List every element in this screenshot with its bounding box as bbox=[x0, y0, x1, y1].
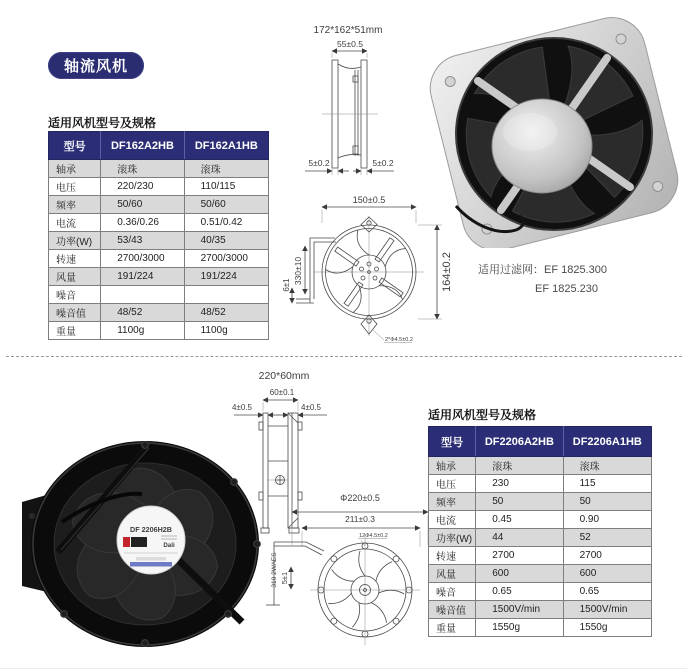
cell-label: 轴承 bbox=[429, 457, 476, 475]
cell-label: 转速 bbox=[49, 250, 101, 268]
dim-label: 4±0.5 bbox=[232, 403, 252, 412]
cell-value: 0.45 bbox=[476, 511, 563, 529]
dim-label: 55±0.5 bbox=[337, 39, 363, 49]
cell-label: 重量 bbox=[49, 322, 101, 340]
dim-label: 60±0.1 bbox=[269, 388, 295, 397]
black-fan-photo bbox=[18, 430, 270, 668]
table-row bbox=[429, 619, 652, 637]
cell-value: 0.90 bbox=[563, 511, 651, 529]
bottom-front-view-drawing bbox=[258, 485, 438, 665]
cell-value: 40/35 bbox=[184, 232, 268, 250]
cell-value: 50 bbox=[476, 493, 563, 511]
cell-value: 44 bbox=[476, 529, 563, 547]
dim-label: 211±0.3 bbox=[344, 514, 376, 524]
table-row bbox=[49, 322, 269, 340]
filter-note bbox=[478, 261, 607, 299]
cell-label: 风量 bbox=[429, 565, 476, 583]
table-header-row bbox=[429, 427, 652, 457]
brand-text: Dali bbox=[163, 542, 175, 549]
top-side-view-drawing bbox=[295, 22, 425, 176]
cell-value: 0.65 bbox=[563, 583, 651, 601]
cell-value: 48/52 bbox=[184, 304, 268, 322]
table-row bbox=[49, 268, 269, 286]
table-row bbox=[429, 511, 652, 529]
hole-note: 2*Φ4.5±0.2 bbox=[385, 337, 413, 343]
cell-label: 转速 bbox=[429, 547, 476, 565]
cell-value bbox=[101, 286, 184, 304]
filter-model: EF 1825.230 bbox=[535, 283, 598, 295]
table-row bbox=[429, 529, 652, 547]
table-row bbox=[429, 547, 652, 565]
col-model-label: 型号 bbox=[429, 427, 476, 457]
cell-value: 2700 bbox=[476, 547, 563, 565]
cell-label: 功率(W) bbox=[429, 529, 476, 547]
dim-label: 5±0.2 bbox=[372, 158, 394, 168]
fan-model-text: DF 2206H2B bbox=[130, 525, 172, 534]
table-row bbox=[429, 583, 652, 601]
cell-value: 0.65 bbox=[476, 583, 563, 601]
table-row bbox=[429, 493, 652, 511]
cell-label: 轴承 bbox=[49, 160, 101, 178]
col-model-1: DF2206A2HB bbox=[476, 427, 563, 457]
cell-value: 1500V/min bbox=[476, 601, 563, 619]
filter-model: EF 1825.300 bbox=[544, 264, 607, 276]
filter-note-label: 适用过滤网： bbox=[478, 264, 544, 276]
cell-label: 电压 bbox=[49, 178, 101, 196]
table-row bbox=[49, 160, 269, 178]
fan-blades-outline bbox=[325, 230, 409, 313]
section-divider bbox=[6, 356, 682, 357]
top-spec-table bbox=[48, 131, 269, 340]
cell-label: 重量 bbox=[429, 619, 476, 637]
dim-label: 4±0.5 bbox=[301, 403, 321, 412]
dim-label: 220*60mm bbox=[258, 370, 310, 382]
cell-value: 220/230 bbox=[101, 178, 184, 196]
cell-value: 0.51/0.42 bbox=[184, 214, 268, 232]
fan-blades-outline bbox=[327, 551, 404, 628]
dim-label: 5±0.2 bbox=[308, 158, 330, 168]
cell-label: 电流 bbox=[49, 214, 101, 232]
col-model-2: DF2206A1HB bbox=[563, 427, 651, 457]
dim-label: 310 2WAES bbox=[271, 552, 278, 588]
cell-value: 52 bbox=[563, 529, 651, 547]
col-model-label: 型号 bbox=[49, 132, 101, 160]
table-row bbox=[49, 232, 269, 250]
cell-label: 电流 bbox=[429, 511, 476, 529]
cell-label: 功率(W) bbox=[49, 232, 101, 250]
cell-label: 电压 bbox=[429, 475, 476, 493]
table-row bbox=[49, 286, 269, 304]
dim-label: 6±1 bbox=[282, 278, 291, 292]
cell-value: 50 bbox=[563, 493, 651, 511]
table-row bbox=[49, 214, 269, 232]
cell-label: 噪音值 bbox=[49, 304, 101, 322]
cell-value: 2700 bbox=[563, 547, 651, 565]
dim-label: 5±1 bbox=[280, 571, 289, 585]
cell-label: 噪音 bbox=[429, 583, 476, 601]
bottom-table-title: 适用风机型号及规格 bbox=[428, 408, 537, 422]
dim-label: 330±10 bbox=[293, 256, 303, 286]
table-row bbox=[429, 475, 652, 493]
table-row bbox=[49, 178, 269, 196]
dim-label: 164±0.2 bbox=[441, 252, 453, 292]
cell-label: 风量 bbox=[49, 268, 101, 286]
table-row bbox=[429, 457, 652, 475]
cell-value: 230 bbox=[476, 475, 563, 493]
metal-fan-photo bbox=[420, 16, 687, 248]
table-row bbox=[49, 304, 269, 322]
cell-value: 48/52 bbox=[101, 304, 184, 322]
cell-value bbox=[184, 286, 268, 304]
cell-value: 50/60 bbox=[101, 196, 184, 214]
table-row bbox=[49, 250, 269, 268]
label-blue-strip bbox=[130, 562, 172, 567]
dim-label: 150±0.5 bbox=[352, 195, 386, 205]
cell-value: 110/115 bbox=[184, 178, 268, 196]
col-model-1: DF162A2HB bbox=[101, 132, 184, 160]
brand-logo bbox=[123, 537, 130, 547]
cell-value: 1500V/min bbox=[563, 601, 651, 619]
bottom-spec-table bbox=[428, 426, 652, 637]
cell-value: 1100g bbox=[101, 322, 184, 340]
cell-value: 1550g bbox=[476, 619, 563, 637]
cell-value: 50/60 bbox=[184, 196, 268, 214]
cell-value: 滚珠 bbox=[476, 457, 563, 475]
cell-label: 噪音值 bbox=[429, 601, 476, 619]
cell-value: 1550g bbox=[563, 619, 651, 637]
cell-value: 1100g bbox=[184, 322, 268, 340]
cell-label: 噪音 bbox=[49, 286, 101, 304]
col-model-2: DF162A1HB bbox=[184, 132, 268, 160]
table-row bbox=[429, 565, 652, 583]
table-header-row bbox=[49, 132, 269, 160]
cell-label: 频率 bbox=[429, 493, 476, 511]
cell-value: 滚珠 bbox=[101, 160, 184, 178]
dim-label: 172*162*51mm bbox=[313, 25, 383, 36]
cell-value: 600 bbox=[563, 565, 651, 583]
cell-label: 频率 bbox=[49, 196, 101, 214]
dim-label: Φ220±0.5 bbox=[340, 493, 380, 503]
page-title: 轴流风机 bbox=[48, 52, 144, 79]
cell-value: 191/224 bbox=[184, 268, 268, 286]
hole-note: 12Φ4.5±0.2 bbox=[359, 533, 388, 539]
cell-value: 115 bbox=[563, 475, 651, 493]
cell-value: 2700/3000 bbox=[101, 250, 184, 268]
cell-value: 600 bbox=[476, 565, 563, 583]
cell-value: 滚珠 bbox=[184, 160, 268, 178]
cell-value: 53/43 bbox=[101, 232, 184, 250]
table-row bbox=[429, 601, 652, 619]
cell-value: 0.36/0.26 bbox=[101, 214, 184, 232]
cell-value: 2700/3000 bbox=[184, 250, 268, 268]
cell-value: 滚珠 bbox=[563, 457, 651, 475]
top-table-title: 适用风机型号及规格 bbox=[48, 116, 157, 130]
cell-value: 191/224 bbox=[101, 268, 184, 286]
table-row bbox=[49, 196, 269, 214]
